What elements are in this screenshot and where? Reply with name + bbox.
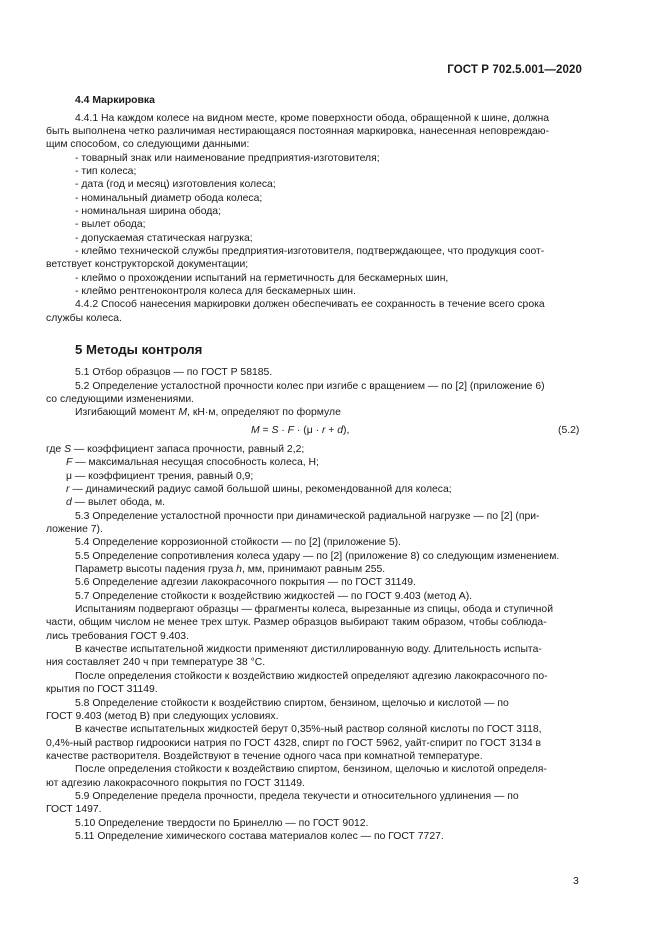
para-5-9-line-2: ГОСТ 1497. bbox=[46, 804, 102, 815]
liquid-line-2: ния составляет 240 ч при температуре 38 °С. bbox=[46, 657, 266, 668]
list-item: - допускаемая статическая нагрузка; bbox=[75, 233, 253, 244]
list-item: - номинальная ширина обода; bbox=[75, 206, 221, 217]
where-item: d — вылет обода, м. bbox=[66, 497, 166, 508]
list-item: - клеймо технической службы предприятия-изготовителя, подтверждающее, что продукция соот- bbox=[75, 246, 545, 257]
para-5-9-line-1: 5.9 Определение предела прочности, предела текучести и относительного удлинения — по bbox=[75, 791, 519, 802]
where-item: F — максимальная несущая способность колеса, Н; bbox=[66, 457, 319, 468]
para-5-4: 5.4 Определение коррозионной стойкости — по [2] (приложение 5). bbox=[75, 537, 401, 548]
variable-M: M bbox=[178, 407, 188, 418]
para-5-3-line-2: ложение 7). bbox=[46, 524, 103, 535]
samples-line-1: Испытаниям подвергают образцы — фрагменты колеса, вырезанные из спицы, обода и ступичной bbox=[75, 604, 553, 615]
formula-number: (5.2) bbox=[558, 425, 580, 436]
list-item: - дата (год и месяц) изготовления колеса; bbox=[75, 179, 276, 190]
test-liquids-line-1: В качестве испытательных жидкостей берут 0,35%-ный раствор соляной кислоты по ГОСТ 3118, bbox=[75, 724, 542, 735]
para-5-7: 5.7 Определение стойкости к воздействию жидкостей — по ГОСТ 9.403 (метод А). bbox=[75, 591, 473, 602]
para-4-4-1-line-1: 4.4.1 На каждом колесе на видном месте, кроме поверхности обода, обращенной к шине, должна bbox=[75, 113, 549, 124]
page-number: 3 bbox=[573, 876, 579, 887]
para-5-11: 5.11 Определение химического состава материалов колес — по ГОСТ 7727. bbox=[75, 831, 444, 842]
samples-line-3: лись требования ГОСТ 9.403. bbox=[46, 631, 189, 642]
post-test-line-2: ют адгезию лакокрасочного покрытия по ГОСТ 31149. bbox=[46, 778, 305, 789]
formula: M = S · F · (μ · r + d), bbox=[251, 425, 350, 436]
drop-height-line: Параметр высоты падения груза h, мм, принимают равным 255. bbox=[75, 564, 386, 575]
test-liquids-line-2: 0,4%-ный раствор гидроокиси натрия по ГОСТ 4328, спирт по ГОСТ 5962, уайт-спирит по ГОСТ 3134 в bbox=[46, 738, 542, 749]
para-5-5: 5.5 Определение сопротивления колеса удару — по [2] (приложение 8) со следующим изменением. bbox=[75, 551, 560, 562]
para-4-4-1-line-3: щим способом, со следующими данными: bbox=[46, 139, 250, 150]
list-item: - клеймо о прохождении испытаний на герметичность для бескамерных шин, bbox=[75, 273, 449, 284]
list-item: - клеймо рентгеноконтроля колеса для бескамерных шин. bbox=[75, 286, 356, 297]
para-4-4-2-line-2: службы колеса. bbox=[46, 313, 122, 324]
para-4-4-2-line-1: 4.4.2 Способ нанесения маркировки должен обеспечивать ее сохранность в течение всего срока bbox=[75, 299, 545, 310]
list-item: - вылет обода; bbox=[75, 219, 146, 230]
para-5-8-line-2: ГОСТ 9.403 (метод В) при следующих условиях. bbox=[46, 711, 279, 722]
section-5-title: 5 Методы контроля bbox=[75, 342, 203, 357]
para-5-6: 5.6 Определение адгезии лакокрасочного покрытия — по ГОСТ 31149. bbox=[75, 577, 416, 588]
para-4-4-1-line-2: быть выполнена четко различимая нестирающаяся постоянная маркировка, нанесенная неповреждаю- bbox=[46, 126, 550, 137]
para-5-10: 5.10 Определение твердости по Бринеллю — по ГОСТ 9012. bbox=[75, 818, 369, 829]
variable-h: h bbox=[236, 564, 242, 575]
after-liquid-line-1: После определения стойкости к воздействию жидкостей определяют адгезию лакокрасочного по- bbox=[75, 671, 548, 682]
document-code: ГОСТ Р 702.5.001—2020 bbox=[447, 64, 582, 76]
para-5-8-line-1: 5.8 Определение стойкости к воздействию спиртом, бензином, щелочью и кислотой — по bbox=[75, 698, 509, 709]
para-5-2-line-1: 5.2 Определение усталостной прочности колес при изгибе с вращением — по [2] (приложение 6) bbox=[75, 381, 545, 392]
para-5-1: 5.1 Отбор образцов — по ГОСТ Р 58185. bbox=[75, 367, 273, 378]
where-item: μ — коэффициент трения, равный 0,9; bbox=[66, 471, 254, 482]
liquid-line-1: В качестве испытательной жидкости применяют дистиллированную воду. Длительность испыта- bbox=[75, 644, 542, 655]
where-item: где S — коэффициент запаса прочности, равный 2,2; bbox=[46, 444, 305, 455]
test-liquids-line-3: качестве растворителя. Воздействуют в течение одного часа при комнатной температуре. bbox=[46, 751, 483, 762]
bending-moment-line: Изгибающий момент M, кН·м, определяют по формуле bbox=[75, 407, 341, 418]
list-item: - номинальный диаметр обода колеса; bbox=[75, 193, 263, 204]
after-liquid-line-2: крытия по ГОСТ 31149. bbox=[46, 684, 158, 695]
list-item: - товарный знак или наименование предприятия-изготовителя; bbox=[75, 153, 380, 164]
where-item: r — динамический радиус самой большой шины, рекомендованной для колеса; bbox=[66, 484, 452, 495]
para-5-3-line-1: 5.3 Определение усталостной прочности при динамической радиальной нагрузке — по [2] (при- bbox=[75, 511, 540, 522]
section-4-4-title: 4.4 Маркировка bbox=[75, 95, 155, 106]
post-test-line-1: После определения стойкости к воздействию спиртом, бензином, щелочью и кислотой определя- bbox=[75, 764, 547, 775]
list-item: - тип колеса; bbox=[75, 166, 137, 177]
para-5-2-line-2: со следующими изменениями. bbox=[46, 394, 195, 405]
list-item-continuation: ветствует конструкторской документации; bbox=[46, 259, 249, 270]
samples-line-2: части, общим числом не менее трех штук. Размер образцов выбирают таким образом, чтобы соблюда- bbox=[46, 617, 547, 628]
